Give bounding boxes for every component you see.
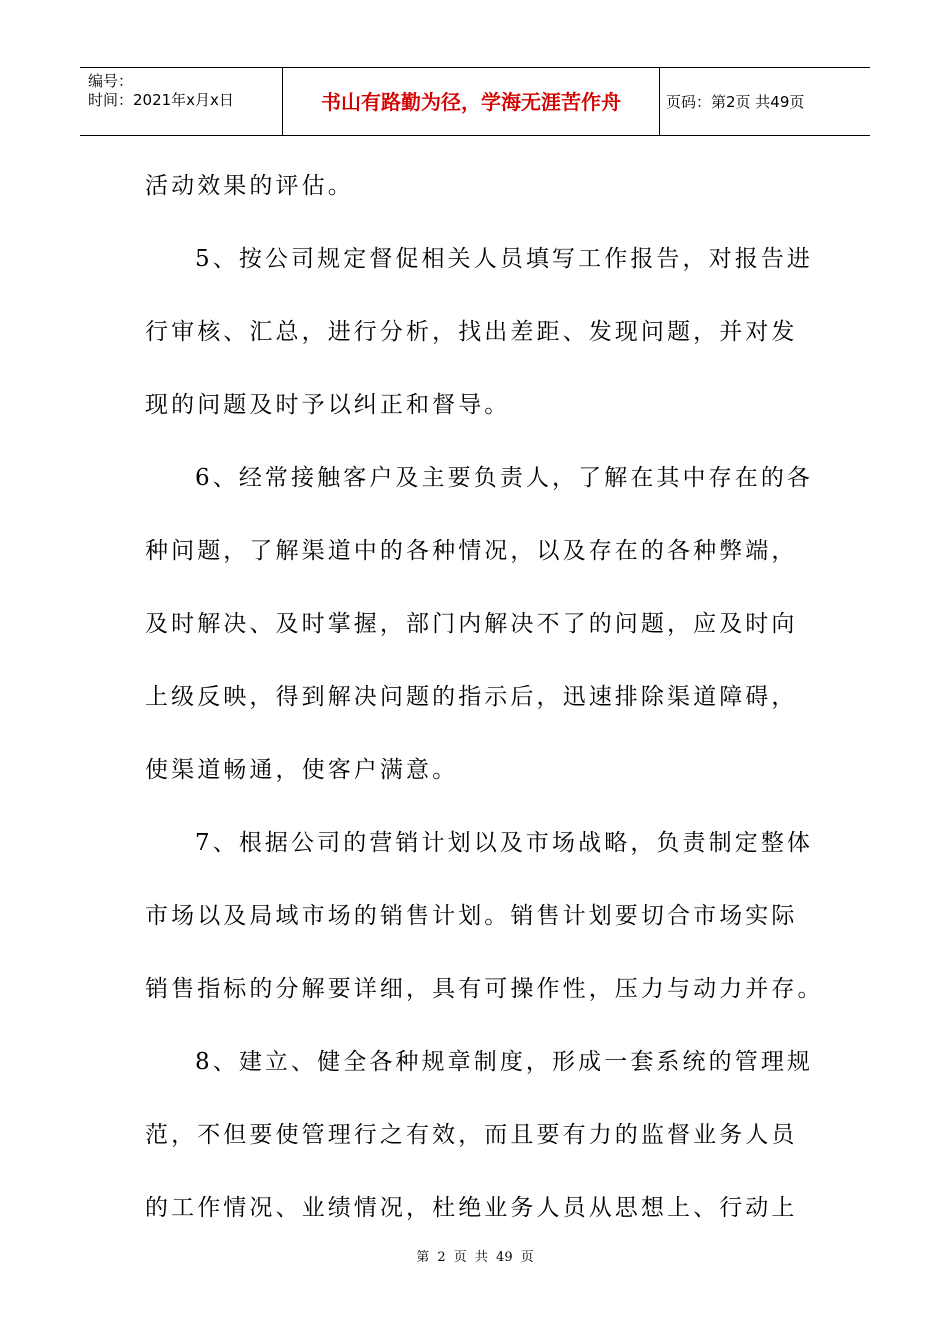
body-text-line: 行审核、汇总，进行分析，找出差距、发现问题，并对发 — [145, 319, 798, 345]
header-meta — [80, 68, 282, 135]
body-text-line: 的工作情况、业绩情况，杜绝业务人员从思想上、行动上 — [145, 1195, 798, 1221]
body-text-line: 种问题，了解渠道中的各种情况，以及存在的各种弊端， — [145, 538, 798, 564]
header-divider-right — [659, 68, 660, 135]
body-text-line: 6、经常接触客户及主要负责人，了解在其中存在的各 — [195, 465, 814, 491]
body-text-line: 活动效果的评估。 — [145, 173, 354, 199]
body-text-line: 7、根据公司的营销计划以及市场战略，负责制定整体 — [195, 830, 814, 856]
body-text-line: 8、建立、健全各种规章制度，形成一套系统的管理规 — [195, 1049, 814, 1075]
body-text-line: 使渠道畅通，使客户满意。 — [145, 757, 459, 783]
document-number-label: 编号： — [88, 72, 134, 90]
header-page-info: 页码：第2页 共49页 — [666, 93, 805, 111]
body-text-line: 上级反映，得到解决问题的指示后，迅速排除渠道障碍， — [145, 684, 798, 710]
document-date-label: 时间：2021年x月x日 — [88, 91, 234, 109]
body-text-line: 5、按公司规定督促相关人员填写工作报告，对报告进 — [195, 246, 814, 272]
body-text-line: 销售指标的分解要详细，具有可操作性，压力与动力并存。 — [145, 976, 824, 1002]
page-header — [80, 67, 870, 136]
body-text-line: 范，不但要使管理行之有效，而且要有力的监督业务人员 — [145, 1122, 798, 1148]
page-footer: 第 2 页 共 49 页 — [416, 1250, 534, 1265]
body-text-line: 及时解决、及时掌握，部门内解决不了的问题，应及时向 — [145, 611, 798, 637]
document-body — [145, 150, 824, 1245]
body-text-line: 现的问题及时予以纠正和督导。 — [145, 392, 511, 418]
header-motto: 书山有路勤为径，学海无涯苦作舟 — [321, 90, 621, 114]
body-text-line: 市场以及局域市场的销售计划。销售计划要切合市场实际 — [145, 903, 798, 929]
